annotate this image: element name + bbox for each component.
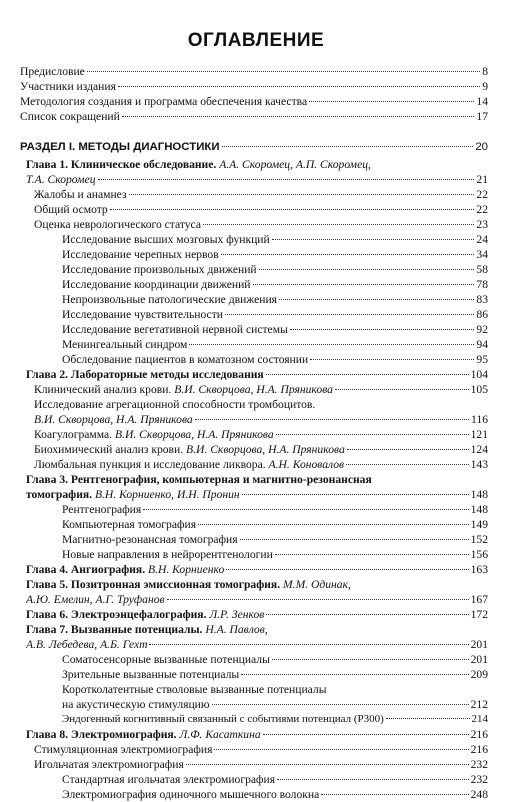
toc-entry-lumbar[interactable]: Люмбальная пункция и исследование ликвора. А.Н. Коновалов 143 [34,458,488,471]
toc-entry-aggregation[interactable]: Исследование агрегационной способности тромбоцитов. [34,398,316,411]
toc-entry-needle-emg[interactable]: Игольчатая электромиография 232 [34,758,488,771]
toc-entry-complaints[interactable]: Жалобы и анамнез 22 [34,188,488,201]
toc-entry-coagulogram[interactable]: Коагулограмма. В.И. Скворцова, Н.А. Пряникова 121 [34,428,488,441]
toc-chapter-5[interactable]: А.Ю. Емелин, А.Г. Труфанов 167 [26,593,488,606]
toc-entry-contributors[interactable]: Участники издания 9 [20,80,488,93]
toc-subentry[interactable]: Стандартная игольчатая электромиография 232 [62,773,488,786]
toc-chapter-1-authors[interactable]: Т.А. Скоромец 21 [26,173,488,186]
toc-subentry[interactable]: Электромиография одиночного мышечного волокна 248 [62,788,488,801]
toc-subentry[interactable]: Рентгенография 148 [62,503,488,516]
toc-entry-biochem[interactable]: Биохимический анализ крови. В.И. Скворцова, Н.А. Пряникова 124 [34,443,488,456]
toc-chapter-2[interactable]: Глава 2. Лабораторные методы исследования 104 [26,368,488,381]
toc-subentry-continued[interactable]: Коротколатентные стволовые вызванные потенциалы [62,683,327,696]
toc-subentry[interactable]: Исследование координации движений 78 [62,278,488,291]
toc-subentry[interactable]: Исследование произвольных движений 58 [62,263,488,276]
toc-subentry[interactable]: Зрительные вызванные потенциалы 209 [62,668,488,681]
toc-entry-abbreviations[interactable]: Список сокращений 17 [20,110,488,123]
toc-chapter-1-heading[interactable]: Глава 1. Клиническое обследование. А.А. Скоромец, А.П. Скоромец, [26,158,371,171]
toc-subentry[interactable]: на акустическую стимуляцию 212 [62,698,488,711]
toc-chapter-7-heading[interactable]: Глава 7. Вызванные потенциалы. Н.А. Павлов, [26,623,268,636]
toc-entry-preface[interactable]: Предисловие 8 [20,65,488,78]
toc-entry-neuro-status[interactable]: Оценка неврологического статуса 23 [34,218,488,231]
toc-chapter-3-heading[interactable]: Глава 3. Рентгенография, компьютерная и магнитно-резонансная [26,473,372,486]
toc-chapter-8[interactable]: Глава 8. Электромиография. Л.Ф. Касаткина 216 [26,728,488,741]
toc-subentry[interactable]: Магнитно-резонансная томография 152 [62,533,488,546]
page-title: ОГЛАВЛЕНИЕ [187,30,325,51]
toc-subentry[interactable]: Исследование высших мозговых функций 24 [62,233,488,246]
toc-entry-general-exam[interactable]: Общий осмотр 22 [34,203,488,216]
toc-chapter-4[interactable]: Глава 4. Ангиография. В.Н. Корниенко 163 [26,563,488,576]
toc-subentry[interactable]: Исследование вегетативной нервной системы 92 [62,323,488,336]
toc-entry-blood[interactable]: Клинический анализ крови. В.И. Скворцова, Н.А. Пряникова 105 [34,383,488,396]
toc-subentry[interactable]: Новые направления в нейрорентгенологии 156 [62,548,488,561]
toc-entry-stim-emg[interactable]: Стимуляционная электромиография 216 [34,743,488,756]
toc-subentry[interactable]: Компьютерная томография 149 [62,518,488,531]
toc-subentry[interactable]: Обследование пациентов в коматозном состоянии 95 [62,353,488,366]
toc-chapter-3[interactable]: томография. В.Н. Корниенко, И.Н. Пронин 148 [26,488,488,501]
toc-chapter-6[interactable]: Глава 6. Электроэнцефалография. Л.Р. Зенков 172 [26,608,488,621]
toc-chapter-5-heading[interactable]: Глава 5. Позитронная эмиссионная томография. М.М. Одинак, [26,578,351,591]
toc-subentry[interactable]: Исследование черепных нервов 34 [62,248,488,261]
toc-chapter-7[interactable]: А.В. Лебедева, А.Б. Гехт 201 [26,638,488,651]
toc-section-1[interactable]: РАЗДЕЛ I. МЕТОДЫ ДИАГНОСТИКИ 20 [20,141,488,153]
toc-subentry[interactable]: Соматосенсорные вызванные потенциалы 201 [62,653,488,666]
toc-subentry[interactable]: Непроизвольные патологические движения 83 [62,293,488,306]
toc-subentry[interactable]: Эндогенный когнитивный связанный с событиями потенциал (Р300) 214 [62,713,488,725]
toc-subentry[interactable]: Менингеальный синдром 94 [62,338,488,351]
toc-entry-methodology[interactable]: Методология создания и программа обеспечения качества 14 [20,95,488,108]
toc-subentry[interactable]: Исследование чувствительности 86 [62,308,488,321]
toc-entry-aggregation-authors[interactable]: В.И. Скворцова, Н.А. Пряникова 116 [34,413,488,426]
